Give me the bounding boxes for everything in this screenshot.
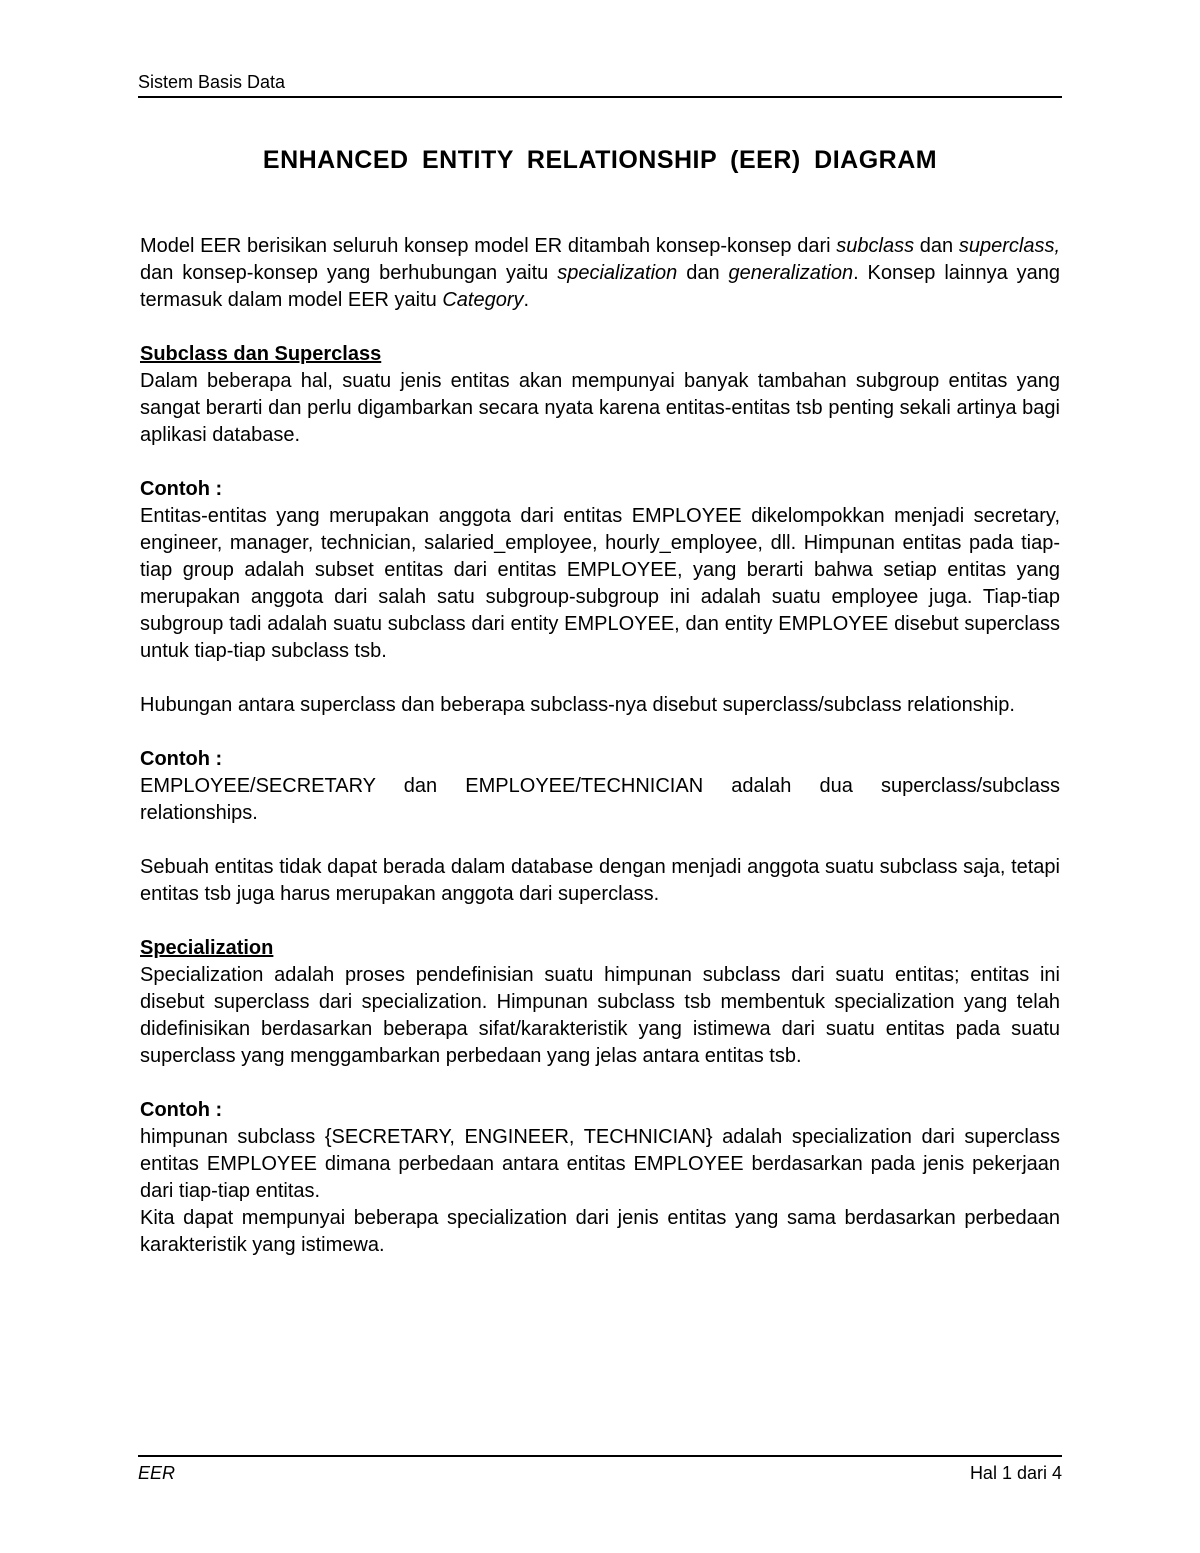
header-text: Sistem Basis Data: [138, 72, 286, 92]
intro-text: dan: [677, 262, 729, 284]
intro-text: .: [523, 289, 530, 311]
page-header: [138, 70, 1062, 98]
page-footer: [138, 1455, 1062, 1485]
example-heading: Contoh :: [140, 478, 223, 500]
intro-term-superclass: superclass,: [958, 235, 1060, 257]
example-heading: Contoh :: [140, 748, 223, 770]
intro-term-generalization: generalization: [728, 262, 854, 284]
footer-left-text: EER: [138, 1463, 176, 1483]
subclass-example-2: EMPLOYEE/SECRETARY dan EMPLOYEE/TECHNICIAN adalah dua superclass/subclass relationships.: [140, 775, 1060, 824]
section-heading-subclass: Subclass dan Superclass: [140, 343, 382, 365]
intro-term-category: Category: [442, 289, 524, 311]
page-number: Hal 1 dari 4: [969, 1463, 1062, 1483]
intro-paragraph: [140, 233, 1060, 314]
specialization-example-1: himpunan subclass {SECRETARY, ENGINEER, TECHNICIAN} adalah specialization dari superclass entitas EMPLOYEE dimana perbedaan antara entitas EMPLOYEE berdasarkan pada jenis pekerjaan dari tiap-tiap entitas.: [140, 1126, 1060, 1202]
intro-term-subclass: subclass: [836, 235, 915, 257]
section-heading-specialization: Specialization: [140, 937, 274, 959]
document-body: [140, 140, 1060, 1259]
subclass-paragraph-2: Hubungan antara superclass dan beberapa subclass-nya disebut superclass/subclass relationship.: [140, 694, 1015, 716]
subclass-paragraph-1: Dalam beberapa hal, suatu jenis entitas akan mempunyai banyak tambahan subgroup entitas yang sangat berarti dan perlu digambarkan secara nyata karena entitas-entitas tsb penting sekali artinya bagi aplikasi database.: [140, 370, 1060, 446]
intro-text: dan konsep-konsep yang berhubungan yaitu: [140, 262, 558, 284]
intro-term-specialization: specialization: [557, 262, 678, 284]
document-title: ENHANCED ENTITY RELATIONSHIP (EER) DIAGRAM: [262, 146, 938, 174]
subclass-example-1: Entitas-entitas yang merupakan anggota dari entitas EMPLOYEE dikelompokkan menjadi secretary, engineer, manager, technician, salaried_employee, hourly_employee, dll. Himpunan entitas pada tiap-tiap group adalah subset entitas dari entitas EMPLOYEE, yang berarti bahwa setiap entitas yang merupakan anggota dari salah satu subgroup-subgroup ini adalah suatu employee juga. Tiap-tiap subgroup tadi adalah suatu subclass dari entity EMPLOYEE, dan entity EMPLOYEE disebut superclass untuk tiap-tiap subclass tsb.: [140, 505, 1060, 662]
subclass-paragraph-3: Sebuah entitas tidak dapat berada dalam database dengan menjadi anggota suatu subclass saja, tetapi entitas tsb juga harus merupakan anggota dari superclass.: [140, 856, 1060, 905]
intro-text: dan: [914, 235, 959, 257]
intro-text: . Konsep lainnya yang termasuk dalam model EER yaitu: [140, 262, 1061, 311]
intro-text: Model EER berisikan seluruh konsep model ER ditambah konsep-konsep dari: [140, 235, 837, 257]
specialization-paragraph-1: Specialization adalah proses pendefinisian suatu himpunan subclass dari suatu entitas; entitas ini disebut superclass dari specialization. Himpunan subclass tsb membentuk specialization yang telah didefinisikan berdasarkan beberapa sifat/karakteristik yang istimewa dari suatu entitas pada suatu superclass yang menggambarkan perbedaan yang jelas antara entitas tsb.: [140, 964, 1060, 1067]
example-heading: Contoh :: [140, 1099, 223, 1121]
specialization-example-2: Kita dapat mempunyai beberapa specialization dari jenis entitas yang sama berdasarkan perbedaan karakteristik yang istimewa.: [140, 1207, 1060, 1256]
